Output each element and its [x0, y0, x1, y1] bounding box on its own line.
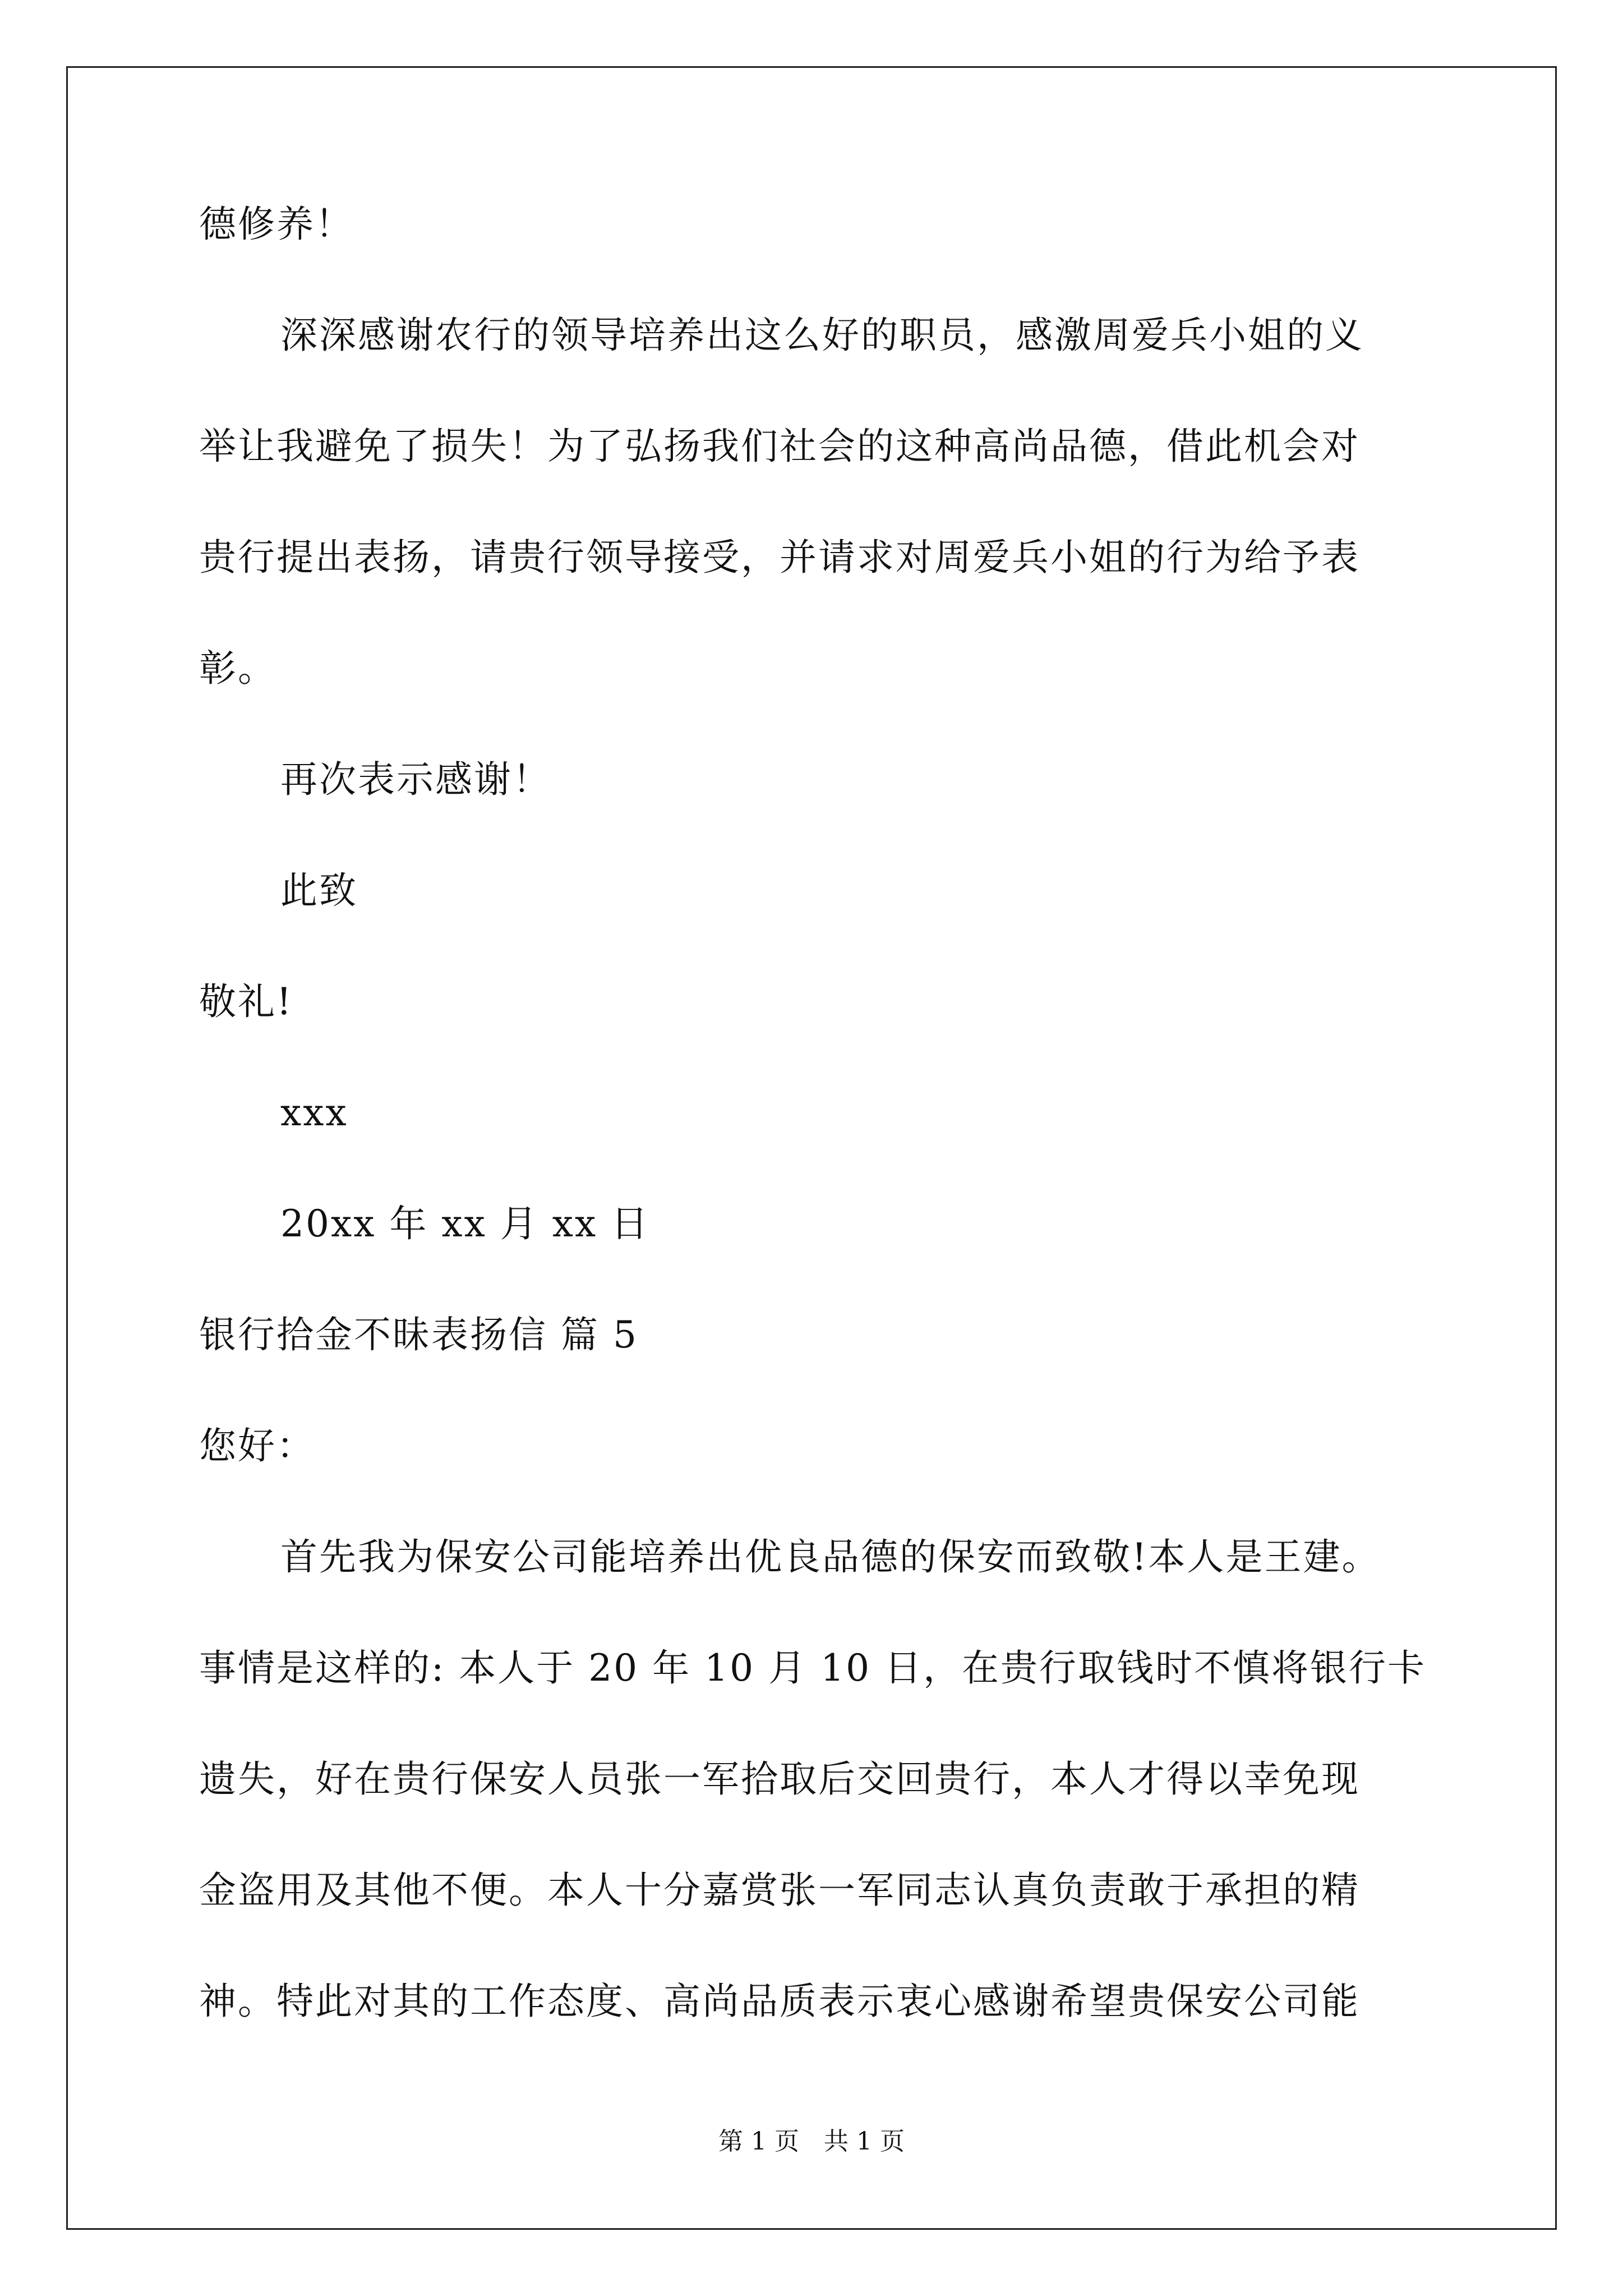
signature-name: xxx — [280, 1091, 348, 1134]
text-line: 神。特此对其的工作态度、高尚品质表示衷心感谢希望贵保安公司能 — [199, 1980, 1360, 2023]
signature-date: 20xx 年 xx 月 xx 日 — [280, 1202, 650, 1245]
section-heading: 银行拾金不昧表扬信 篇 5 — [199, 1313, 638, 1356]
salutation-cizhi: 此致 — [280, 869, 358, 912]
salutation-jingli: 敬礼! — [199, 980, 293, 1023]
text-line: 举让我避免了损失！为了弘扬我们社会的这种高尚品德，借此机会对 — [199, 425, 1360, 468]
text-line: 贵行提出表扬，请贵行领导接受，并请求对周爱兵小姐的行为给予表 — [199, 536, 1360, 579]
closing-thanks: 再次表示感谢！ — [280, 758, 551, 801]
text-line: 首先我为保安公司能培养出优良品德的保安而致敬!本人是王建。 — [280, 1535, 1381, 1579]
text-line: 金盗用及其他不便。本人十分嘉赏张一军同志认真负责敢于承担的精 — [199, 1869, 1360, 1912]
text-line: 事情是这样的: 本人于 20 年 10 月 10 日，在贵行取钱时不慎将银行卡 — [199, 1646, 1427, 1690]
text-line: 彰。 — [199, 647, 276, 690]
page-number: 第 1 页 共 1 页 — [718, 2127, 905, 2156]
text-line: 深深感谢农行的领导培养出这么好的职员，感激周爱兵小姐的义 — [280, 314, 1364, 357]
greeting: 您好： — [199, 1424, 315, 1467]
text-line: 德修养！ — [199, 203, 354, 246]
text-line: 遗失，好在贵行保安人员张一军拾取后交回贵行，本人才得以幸免现 — [199, 1757, 1360, 1801]
